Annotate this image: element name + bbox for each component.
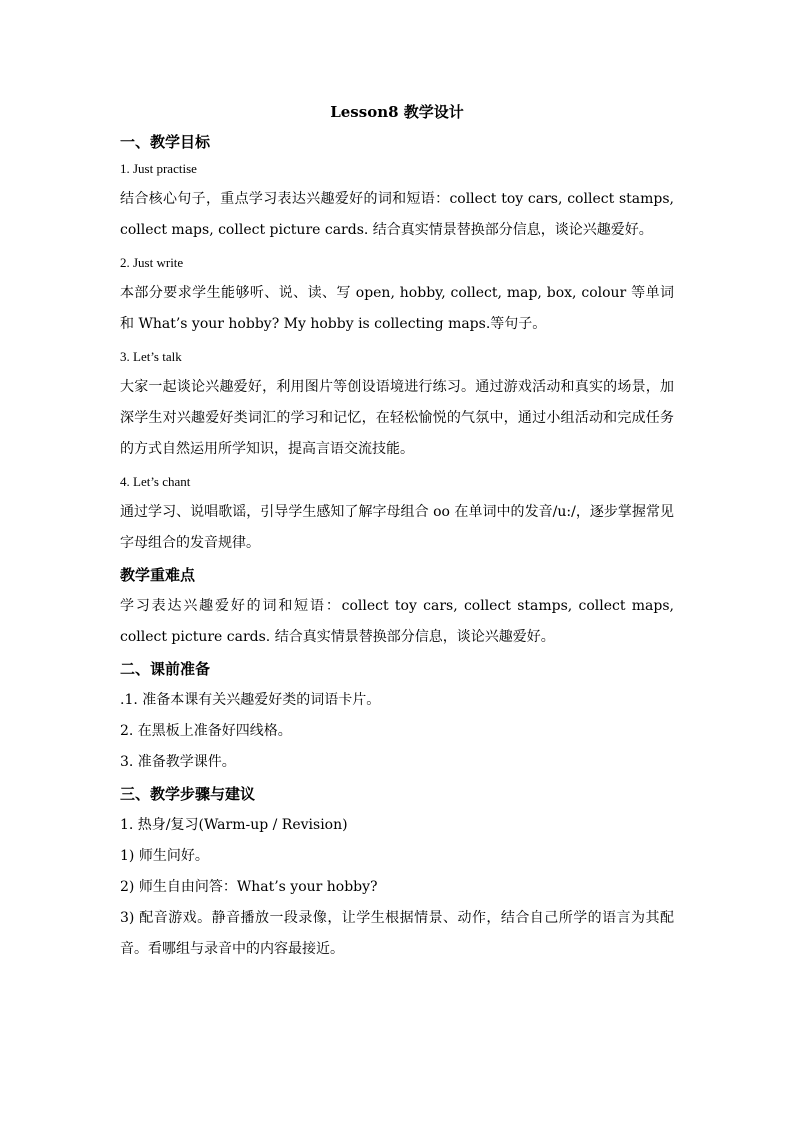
preparation-item-3: 3. 准备教学课件。: [120, 754, 236, 770]
preparation-item-1: .1. 准备本课有关兴趣爱好类的词语卡片。: [120, 692, 381, 708]
section-heading-steps: 三、教学步骤与建议: [120, 785, 256, 803]
section-heading-objectives: 一、教学目标: [120, 133, 211, 151]
objective-text-3: 大家一起谈论兴趣爱好，利用图片等创设语境进行练习。通过游戏活动和真实的场景，加深学生对兴趣爱好类词汇的学习和记忆，在轻松愉悦的气氛中，通过小组活动和完成任务的方式自然运用所学知识，提高言语交流技能。: [120, 379, 674, 457]
objective-text-1: 结合核心句子，重点学习表达兴趣爱好的词和短语：collect toy cars, collect stamps, collect maps, collect picture cards. 结合真实情景替换部分信息，谈论兴趣爱好。: [120, 191, 674, 238]
objective-text-2: 本部分要求学生能够听、说、读、写 open, hobby, collect, map, box, colour 等单词和 What’s your hobby? My hobby is collecting maps.等句子。: [120, 285, 674, 332]
section-heading-key-points: 教学重难点: [120, 566, 196, 584]
step-item-2: 2) 师生自由问答：What’s your hobby?: [120, 879, 378, 895]
step-item-3: 3) 配音游戏。静音播放一段录像，让学生根据情景、动作，结合自己所学的语言为其配音。看哪组与录音中的内容最接近。: [120, 910, 674, 957]
document-title: Lesson8 教学设计: [330, 103, 464, 121]
key-points-text: 学习表达兴趣爱好的词和短语：collect toy cars, collect stamps, collect maps, collect picture cards. 结合真实情景替换部分信息，谈论兴趣爱好。: [120, 598, 674, 645]
objective-label-4: 4. Let’s chant: [120, 474, 191, 489]
objective-text-4: 通过学习、说唱歌谣，引导学生感知了解字母组合 oo 在单词中的发音/u:/，逐步掌握常见字母组合的发音规律。: [120, 504, 674, 551]
objective-label-2: 2. Just write: [120, 255, 184, 270]
section-heading-preparation: 二、课前准备: [120, 660, 211, 678]
step-heading-warmup: 1. 热身/复习(Warm-up / Revision): [120, 817, 348, 833]
step-item-1: 1) 师生问好。: [120, 848, 209, 864]
preparation-item-2: 2. 在黑板上准备好四线格。: [120, 723, 292, 739]
objective-label-1: 1. Just practise: [120, 161, 197, 176]
objective-label-3: 3. Let’s talk: [120, 349, 182, 364]
document-body: [120, 100, 674, 965]
